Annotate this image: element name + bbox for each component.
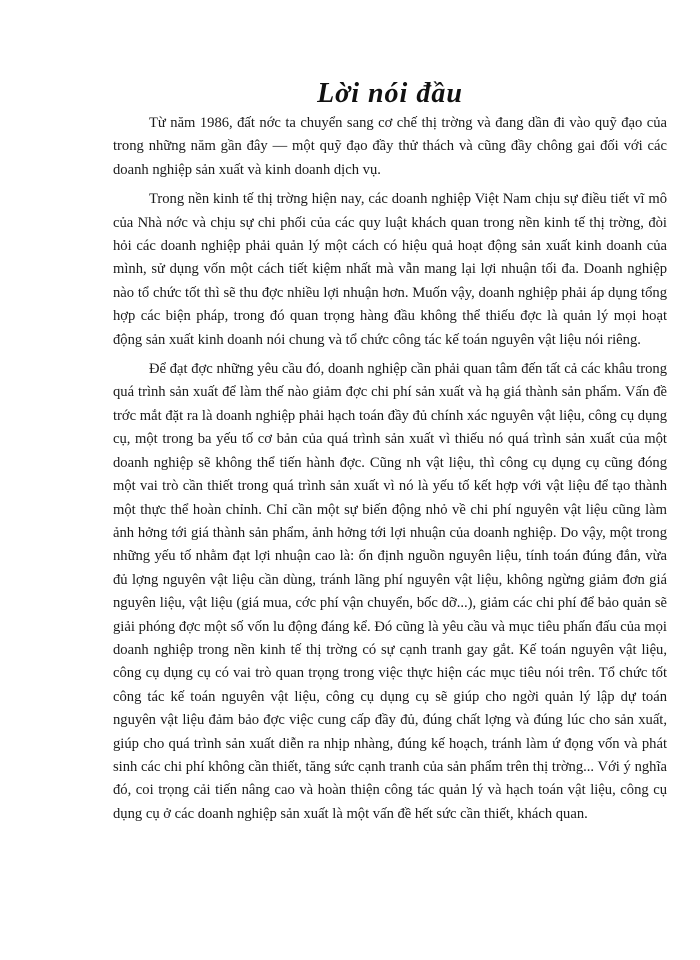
document-page (113, 78, 667, 832)
paragraph-2: Trong nền kinh tế thị trờng hiện nay, các doanh nghiệp Việt Nam chịu sự điều tiết vĩ mô của Nhà nớc và chịu sự chi phối của các quy luật khách quan trong nền kinh tế thị trờng, đòi hỏi các doanh nghiệp phải quản lý một cách có hiệu quả hoạt động sản xuất kinh doanh của mình, sử dụng vốn một cách tiết kiệm nhất mà vẫn mang lại lợi nhuận tối đa. Doanh nghiệp nào tổ chức tốt thì sẽ thu đợc nhiều lợi nhuận hơn. Muốn vậy, doanh nghiệp phải áp dụng tổng hợp các biện pháp, trong đó quan trọng hàng đầu không thể thiếu đợc là quản lý mọi hoạt động sản xuất kinh doanh nói chung và tổ chức công tác kế toán nguyên vật liệu nói riêng. (113, 191, 667, 348)
document-title: Lời nói đầu (317, 78, 463, 109)
paragraph-1: Từ năm 1986, đất nớc ta chuyển sang cơ chế thị trờng và đang dần đi vào quỹ đạo của trong những năm gần đây — một quỹ đạo đầy thử thách và cũng đầy chông gai đối với các doanh nghiệp sản xuất và kinh doanh dịch vụ. (113, 115, 667, 178)
paragraph-3: Để đạt đợc những yêu cầu đó, doanh nghiệp cần phải quan tâm đến tất cả các khâu trong quá trình sản xuất để làm thế nào giảm đợc chi phí sản xuất và hạ giá thành sản phẩm. Vấn đề trớc mắt đặt ra là doanh nghiệp phải hạch toán đầy đủ chính xác nguyên vật liệu, công cụ dụng cụ, một trong ba yếu tố cơ bản của quá trình sản xuất vì thiếu nó quá trình sản xuất của một doanh nghiệp sẽ không thể tiến hành đợc. Cũng nh vật liệu, thì công cụ dụng cụ cũng đóng một vai trò cần thiết trong quá trình sản xuất vì nó là yếu tố kết hợp với vật liệu để tạo thành một thực thể hoàn chỉnh. Chỉ cần một sự biến động nhỏ về chi phí nguyên vật liệu cũng làm ảnh hởng tới giá thành sản phẩm, ảnh hởng tới lợi nhuận của doanh nghiệp. Do vậy, một trong những yếu tố nhằm đạt lợi nhuận cao là: ổn định nguồn nguyên liệu, tính toán đúng đắn, vừa đủ lợng nguyên vật liệu cần dùng, tránh lãng phí nguyên vật liệu, không ngừng giảm đơn giá nguyên liệu, vật liệu (giá mua, cớc phí vận chuyển, bốc dỡ...), giảm các chi phí để bảo quản sẽ giải phóng đợc một số vốn lu động đáng kể. Đó cũng là yêu cầu và mục tiêu phấn đấu của mọi doanh nghiệp trong nền kinh tế thị trờng có sự cạnh tranh gay gắt. Kế toán nguyên vật liệu, công cụ dụng cụ có vai trò quan trọng trong việc thực hiện các mục tiêu nói trên. Tổ chức tốt công tác kế toán nguyên vật liệu, công cụ dụng cụ sẽ giúp cho ngời quản lý lập dự toán nguyên vật liệu đảm bảo đợc việc cung cấp đầy đủ, đúng chất lợng và đúng lúc cho sản xuất, giúp cho quá trình sản xuất diễn ra nhịp nhàng, đúng kế hoạch, tránh làm ứ đọng vốn và phát sinh các chi phí không cần thiết, tăng sức cạnh tranh của sản phẩm trên thị trờng... Với ý nghĩa đó, coi trọng cải tiến nâng cao và hoàn thiện công tác quản lý và hạch toán vật liệu, công cụ dụng cụ ở các doanh nghiệp sản xuất là một vấn đề hết sức cần thiết, khách quan. (113, 361, 667, 822)
